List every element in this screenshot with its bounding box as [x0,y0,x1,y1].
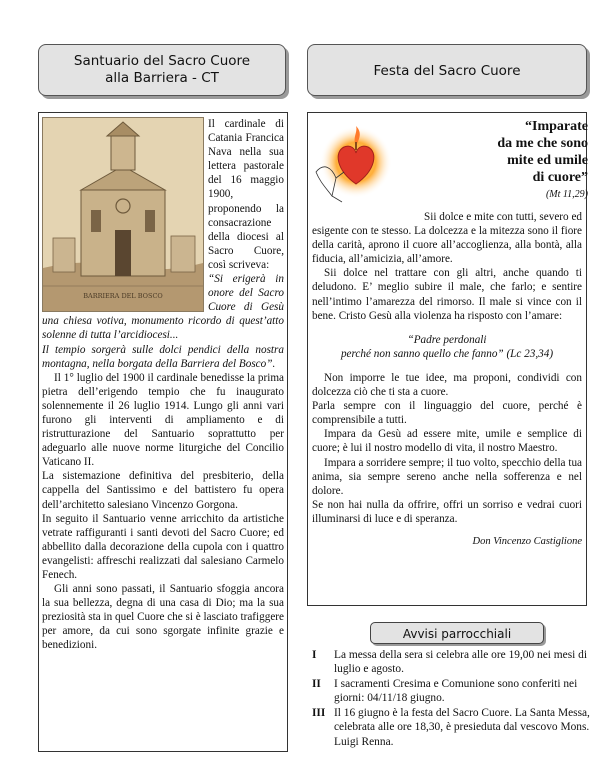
quote-cardinal-1: “Si erigerà in onore del Sacro Cuore di Gesù una chiesa votiva, monumento ricordo di quest’atto solenne di tutta l’arcidiocesi... [42,273,284,342]
right-paragraph-7: Se non hai nulla da offrire, offri un sorriso e vedrai cuori illuminarsi di luce e di speranza. [312,498,582,525]
avvisi-item-number: III [312,707,326,719]
right-paragraph-4: Parla sempre con il linguaggio del cuore, perché è comprensibile a tutti. [312,400,582,427]
picture-caption: BARRIERA DEL BOSCO [83,292,163,300]
right-paragraph-2: Sii dolce nel trattare con gli altri, anche quando ti deludono. E’ meglio subire il male, che farlo; e sentire nell’intimo l’amarezza del rimorso. Il male si vince con il bene. Cristo Gesù alla violenza ha risposto con l’amare: [312,267,582,322]
left-header-line1: Santuario del Sacro Cuore [73,53,251,69]
quote-line-3: mite ed umile [507,153,588,168]
sanctuary-picture [42,117,204,312]
avvisi-item-text: I sacramenti Cresima e Comunione sono conferiti nei giorni: 04/11/18 giugno. [334,678,578,705]
sanctuary-drawing [43,118,203,311]
left-header-line2: alla Barriera - CT [105,70,219,86]
signature: Don Vincenzo Castiglione [472,535,582,547]
left-header [38,44,286,96]
intro-text: Il cardinale di Catania Francica Nava nella sua lettera pastorale del 16 maggio 1900, proponendo la consacrazione della diocesi al Sacro Cuore, così scriveva: [208,118,284,271]
sacred-heart-image [310,122,398,208]
right-paragraph-1: Sii dolce e mite con tutti, severo ed esigente con te stesso. La dolcezza e la mitezza sono il fiore della carità, aprono il cuore all’accoglienza, alla bontà, alla fiducia, all’amicizia, all’amore. [312,211,582,266]
center-quote-line-2: perché non sanno quello che fanno” (Lc 23,34) [340,347,554,360]
right-paragraph-6: Impara a sorridere sempre; il tuo volto, specchio della tua anima, sia sempre sereno anche nella sofferenza e nel dolore. [312,456,582,497]
right-header-title: Festa del Sacro Cuore [373,63,521,79]
avvisi-item-number: II [312,678,321,690]
center-quote-line-1: “Padre perdonali [407,333,487,346]
history-paragraph-4: Gli anni sono passati, il Santuario sfoggia ancora la sua bellezza, degna di una casa di Dio; ma la sua preziosità sta in quel Cuore che si è lasciato trafiggere per amore, da cui sono sgorgate infinite grazie e benedizioni. [42,583,284,652]
right-paragraph-3: Non imporre le tue idee, ma proponi, condividi con dolcezza ciò che ti sta a cuore. [312,371,582,399]
right-header [307,44,587,96]
avvisi-item-text: La messa della sera si celebra alle ore 19,00 nei mesi di luglio e agosto. [334,649,588,676]
history-paragraph-2: La sistemazione definitiva del presbiterio, della cappella del Santissimo e del battistero fu opera dell’architetto salesiano Vincenzo Gorgona. [42,470,284,511]
left-article [42,117,284,653]
quote-line-2: da me che sono [497,136,588,151]
right-article [312,210,582,549]
avvisi-title-text: Avvisi parrocchiali [402,627,512,641]
avvisi-item-text: Il 16 giugno è la festa del Sacro Cuore. La Santa Messa, celebrata alle ore 18,30, è presieduta dal vescovo Mons. Luigi Renna. [334,707,590,748]
matthew-quote [497,118,588,203]
right-paragraph-5: Impara da Gesù ad essere mite, umile e semplice di cuore; è lui il nostro modello di vita, il nostro Maestro. [312,428,582,455]
avvisi-item-number: I [312,649,317,661]
history-paragraph-1: Il 1° luglio del 1900 il cardinale benedisse la prima pietra dell’erigendo tempio che fu inaugurato solennemente il 26 luglio 1914. Lungo gli anni vari furono gli interventi di ampliamento e di ristrutturazione del Santuario soprattutto per adeguarlo alle nuove norme liturgiche del Concilio Vaticano II. [42,371,284,469]
quote-line-4: di cuore” [532,170,588,185]
history-paragraph-3: In seguito il Santuario venne arricchito da artistiche vetrate raffiguranti i santi devoti del Sacro Cuore; ed abbellito dalla decorazione della cupola con i quattro evangelisti: affreschi realizzati dal salesiano Carmelo Fenech. [42,512,284,581]
quote-line-1: “Imparate [525,119,588,134]
quote-cardinal-2: Il tempio sorgerà sulle dolci pendici della nostra montagna, nella borgata della Barriera del Bosco”. [42,343,284,370]
avvisi-title [370,622,544,644]
quote-reference: (Mt 11,29) [545,189,588,200]
